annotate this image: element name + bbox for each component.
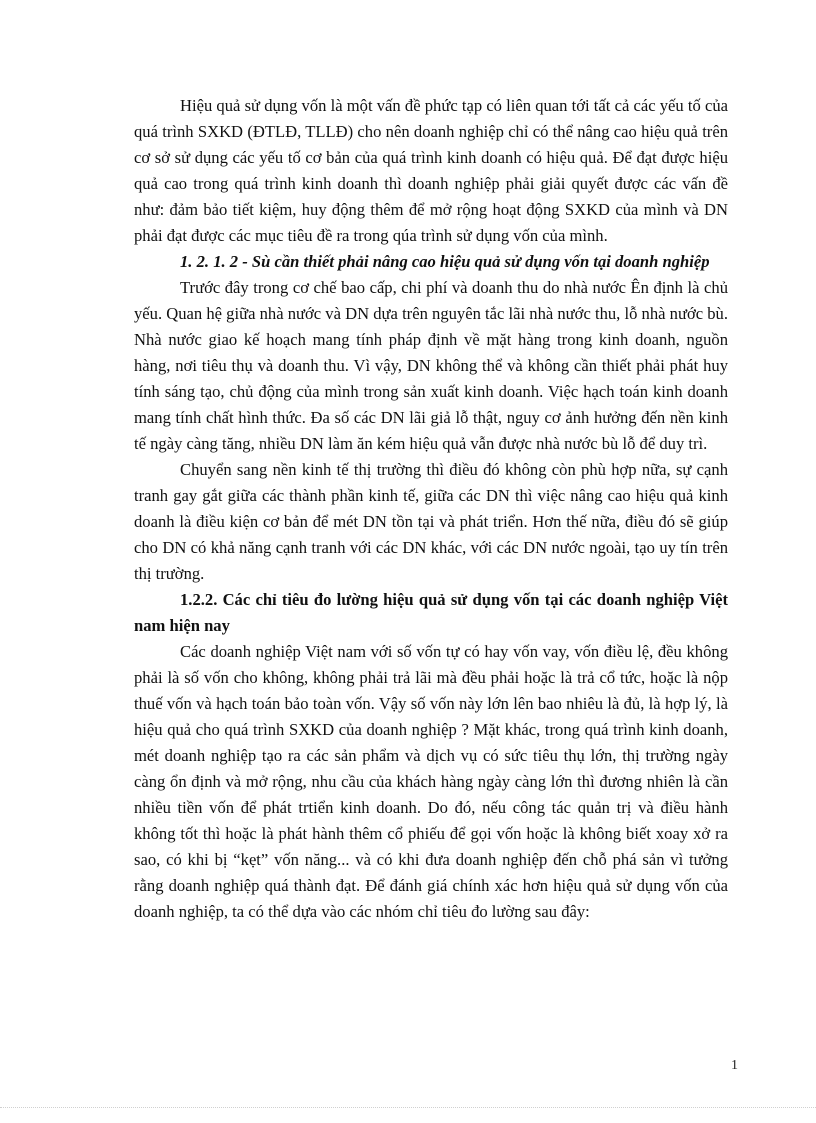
document-body [134, 93, 728, 925]
paragraph-2: Trước đây trong cơ chế bao cấp, chi phí và doanh thu do nhà nước Ên định là chủ yếu. Quan hệ giữa nhà nước và DN dựa trên nguyên tắc lãi nhà nước thu, lỗ nhà nước bù. Nhà nước giao kế hoạch mang tính pháp định về mặt hàng trong kinh doanh, nguồn hàng, nơi tiêu thụ và doanh thu. Vì vậy, DN không thể và không cần thiết phải phát huy tính sáng tạo, chủ động của mình trong sản xuất kinh doanh. Việc hạch toán kinh doanh mang tính chất hình thức. Đa số các DN lãi giả lỗ thật, nguy cơ ảnh hưởng đến nền kinh tế ngày càng tăng, nhiều DN làm ăn kém hiệu quả vẫn được nhà nước bù lỗ để duy trì. [134, 278, 728, 453]
paragraph-4: Các doanh nghiệp Việt nam với số vốn tự có hay vốn vay, vốn điều lệ, đều không phải là số vốn cho không, không phải trả lãi mà đều phải hoặc là trả cổ tức, hoặc là nộp thuế vốn và hạch toán bảo toàn vốn. Vậy số vốn này lớn lên bao nhiêu là đủ, là hợp lý, là hiệu quả cho quá trình SXKD của doanh nghiệp ? Mặt khác, trong quá trình kinh doanh, mét doanh nghiệp tạo ra các sản phẩm và dịch vụ có sức tiêu thụ lớn, thị trường ngày càng ổn định và mở rộng, nhu cầu của khách hàng ngày càng lớn thì đương nhiên là cần nhiều tiền vốn để phát trtiển kinh doanh. Do đó, nếu công tác quản trị và điều hành không tốt thì hoặc là phát hành thêm cổ phiếu để gọi vốn hoặc là không biết xoay xở ra sao, có khi bị “kẹt” vốn năng... và có khi đưa doanh nghiệp đến chỗ phá sản vì tưởng rằng doanh nghiệp quá thành đạt. Để đánh giá chính xác hơn hiệu quả sử dụng vốn của doanh nghiệp, ta có thể dựa vào các nhóm chỉ tiêu đo lường sau đây: [134, 642, 728, 921]
section-heading-1-2-1-2: 1. 2. 1. 2 - Sù cần thiết phải nâng cao hiệu quả sử dụng vốn tại doanh nghiệp [180, 252, 710, 271]
paragraph-3: Chuyển sang nền kinh tế thị trường thì điều đó không còn phù hợp nữa, sự cạnh tranh gay gắt giữa các thành phần kinh tế, giữa các DN thì việc nâng cao hiệu quả kinh doanh là điều kiện cơ bản để mét DN tồn tại và phát triển. Hơn thế nữa, điều đó sẽ giúp cho DN có khả năng cạnh tranh với các DN khác, với các DN nước ngoài, tạo uy tín trên thị trường. [134, 460, 728, 583]
section-heading-1-2-2: 1.2.2. Các chỉ tiêu đo lường hiệu quả sử dụng vốn tại các doanh nghiệp Việt nam hiện nay [134, 590, 728, 635]
paragraph-1: Hiệu quả sử dụng vốn là một vấn đề phức tạp có liên quan tới tất cả các yếu tố của quá trình SXKD (ĐTLĐ, TLLĐ) cho nên doanh nghiệp chỉ có thể nâng cao hiệu quả trên cơ sở sử dụng các yếu tố cơ bản của quá trình kinh doanh có hiệu quả. Để đạt được hiệu quả cao trong quá trình kinh doanh thì doanh nghiệp phải giải quyết được các vấn đề như: đảm bảo tiết kiệm, huy động thêm để mở rộng hoạt động SXKD của mình và DN phải đạt được các mục tiêu đề ra trong qúa trình sử dụng vốn của mình. [134, 96, 728, 245]
page-bottom-divider [0, 1107, 816, 1108]
page-number: 1 [731, 1058, 738, 1073]
